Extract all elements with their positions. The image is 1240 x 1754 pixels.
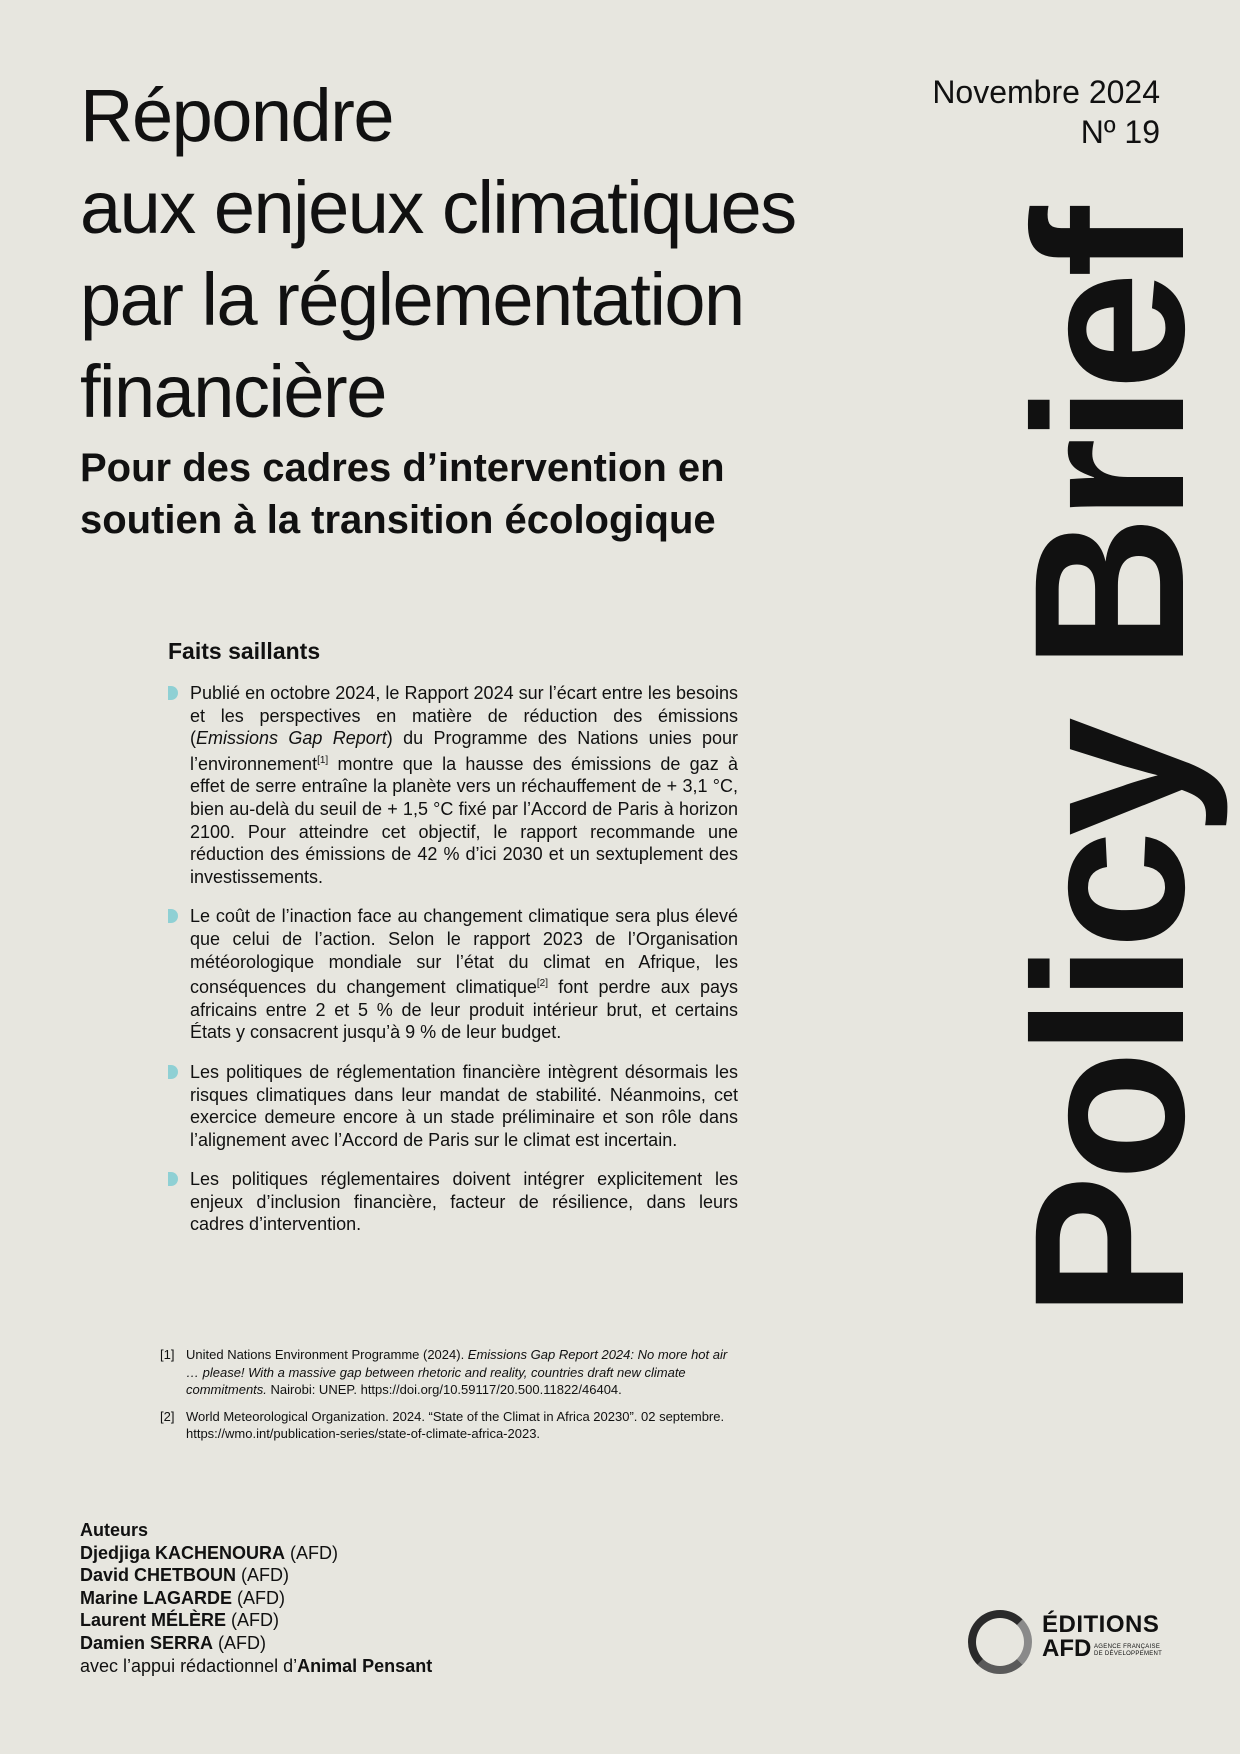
author: David CHETBOUN (AFD): [80, 1565, 290, 1586]
author: Djedjiga KACHENOURA (AFD): [80, 1542, 339, 1563]
highlights-list: [168, 682, 738, 1236]
subtitle-line: soutien à la transition écologique: [80, 498, 716, 542]
list-item: Les politiques réglementaires doivent intégrer explicitement les enjeux d’inclusion financière, facteur de résilience, dans leurs cadres d’intervention.: [168, 1168, 738, 1236]
title-line: aux enjeux climatiques: [80, 166, 796, 249]
editorial-support: avec l’appui rédactionnel d’Animal Pensant: [80, 1655, 433, 1676]
highlights-heading: Faits saillants: [168, 638, 321, 664]
publisher-name: ÉDITIONS: [1042, 1611, 1160, 1638]
list-item: Les politiques de réglementation financière intègrent désormais les risques climatiques dans leur mandat de stabilité. Néanmoins, cet exercice demeure encore à un stade préliminaire et son rôle dans l’alignement avec l’Accord de Paris sur le climat est incertain.: [168, 1061, 738, 1151]
series-label: Policy Brief: [990, 212, 1229, 1318]
author: Damien SERRA (AFD): [80, 1632, 267, 1653]
page-title: [80, 70, 940, 438]
page-subtitle: [80, 442, 840, 546]
footnote-number: [2]: [160, 1408, 175, 1424]
list-item: Le coût de l’inaction face au changement climatique sera plus élevé que celui de l’action. Selon le rapport 2023 de l’Organisation météorologique mondiale sur l’état du climat en Afrique, les conséquences du changement climatique[2] font perdre aux pays africains entre 2 et 5 % de leur produit intérieur brut, et certains États y consacrent jusqu’à 9 % de leur budget.: [168, 905, 738, 1044]
series-label-area: [990, 212, 1230, 1318]
publisher-tagline: AGENCE FRANÇAISE DE DÉVELOPPEMENT: [1094, 1644, 1163, 1657]
issue-number: Nº 19: [1080, 114, 1160, 150]
authors-block: [80, 1519, 432, 1677]
author: Marine LAGARDE (AFD): [80, 1587, 286, 1608]
ring-logo-icon: [968, 1610, 1032, 1674]
bullet-icon: [168, 1065, 178, 1079]
bullet-icon: [168, 1172, 178, 1186]
highlights-section: [168, 636, 738, 1253]
publisher-logo: [968, 1608, 1168, 1674]
publication-date: Novembre 2024: [932, 74, 1160, 110]
footnote-number: [1]: [160, 1347, 175, 1362]
subtitle-line: Pour des cadres d’intervention en: [80, 446, 725, 490]
footnote-ref: [1]: [317, 754, 329, 766]
footnote: [2] World Meteorological Organization. 2024. “State of the Climat in Africa 20230”. 02 septembre. https://wmo.int/publication-series/state-of-climate-africa-2023.: [160, 1408, 725, 1441]
footnotes: [160, 1346, 730, 1452]
bullet-icon: [168, 909, 178, 923]
title-line: financière: [80, 350, 386, 433]
bullet-icon: [168, 686, 178, 700]
title-line: Répondre: [80, 74, 394, 157]
title-line: par la réglementation: [80, 258, 744, 341]
authors-heading: Auteurs: [80, 1520, 149, 1540]
footnote-ref: [2]: [536, 978, 549, 990]
issue-info: [932, 72, 1160, 152]
footnote: [1] United Nations Environment Programme (2024). Emissions Gap Report 2024: No more hot air … please! With a massive gap between rhetoric and reality, countries draft new climate commitments. Nairobi: UNEP. https://doi.org/10.59117/20.500.11822/46404.: [160, 1347, 728, 1397]
list-item: Publié en octobre 2024, le Rapport 2024 sur l’écart entre les besoins et les perspectives en matière de réduction des émissions (Emissions Gap Report) du Programme des Nations unies pour l’environnement[1] montre que la hausse des émissions de gaz à effet de serre entraîne la planète vers un réchauffement de + 3,1 °C, bien au-delà du seuil de + 1,5 °C fixé par l’Accord de Paris à horizon 2100. Pour atteindre cet objectif, le rapport recommande une réduction des émissions de 42 % d’ici 2030 et un sextuplement des investissements.: [168, 682, 738, 888]
author: Laurent MÉLÈRE (AFD): [80, 1610, 280, 1631]
publisher-acronym: AFD: [1042, 1635, 1092, 1662]
